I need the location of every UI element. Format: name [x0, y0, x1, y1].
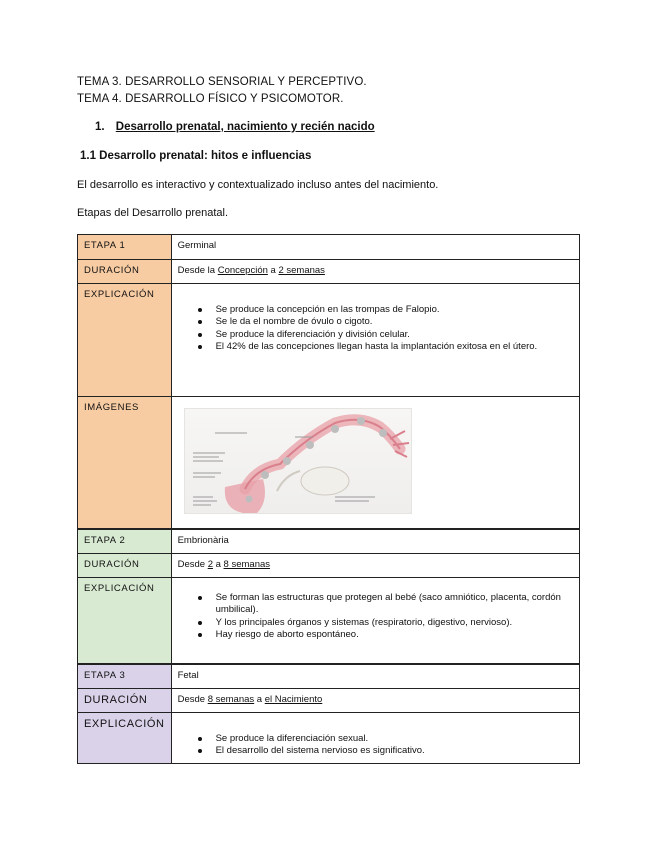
stage3-label: ETAPA 3: [78, 664, 172, 689]
fertilization-diagram-image: [184, 408, 412, 514]
stage2-duration: [171, 554, 579, 578]
list-item: Y los principales órganos y sistemas (respiratorio, digestivo, nervioso).: [196, 617, 573, 629]
list-item: El 42% de las concepciones llegan hasta la implantación exitosa en el útero.: [196, 341, 573, 353]
tema-3-heading: TEMA 3. DESARROLLO SENSORIAL Y PERCEPTIVO.: [77, 76, 367, 88]
stage2-duration-prefix: Desde: [177, 559, 208, 570]
tema-4-heading: TEMA 4. DESARROLLO FÍSICO Y PSICOMOTOR.: [77, 93, 344, 105]
section-heading: [95, 121, 375, 133]
table-row: [78, 664, 580, 689]
table-row: [78, 554, 580, 578]
table-row: [78, 689, 580, 713]
stage2-bullets: [178, 592, 573, 641]
stage1-explanation: [171, 284, 579, 397]
stage1-duration-mid: a: [267, 265, 279, 276]
stage1-duration: [171, 260, 579, 284]
stage3-name: Fetal: [171, 664, 579, 689]
table-row: [78, 578, 580, 664]
stage2-explanation: [171, 578, 579, 664]
stage1-duration-prefix: Desde la: [177, 265, 218, 276]
list-item: Se le da el nombre de óvulo o cigoto.: [196, 316, 573, 328]
eight-weeks-link[interactable]: 8 semanas: [223, 559, 271, 570]
birth-link[interactable]: el Nacimiento: [264, 694, 323, 705]
fallopian-tube-illustration: [185, 409, 413, 515]
table-row: [78, 260, 580, 284]
stage3-duration-label: DURACIÓN: [78, 689, 172, 713]
stage3-duration: [171, 689, 579, 713]
subsection-title: 1.1 Desarrollo prenatal: hitos e influencias: [80, 150, 312, 162]
table-row: [78, 529, 580, 554]
stages-table: [77, 234, 580, 764]
table-row: [78, 235, 580, 260]
two-link[interactable]: 2: [207, 559, 213, 570]
stage2-label: ETAPA 2: [78, 529, 172, 554]
table-row: [78, 713, 580, 764]
list-item: Se produce la concepción en las trompas de Falopio.: [196, 304, 573, 316]
list-item: Se produce la diferenciación y división celular.: [196, 329, 573, 341]
stage3-explanation: [171, 713, 579, 764]
stage1-name: Germinal: [171, 235, 579, 260]
images-label: IMÁGENES: [78, 397, 172, 529]
stage3-duration-mid: a: [254, 694, 265, 705]
stage2-duration-mid: a: [212, 559, 224, 570]
eight-weeks-link-2[interactable]: 8 semanas: [207, 694, 255, 705]
section-title: Desarrollo prenatal, nacimiento y recién nacido: [115, 121, 375, 133]
list-item: Se produce la diferenciación sexual.: [196, 733, 573, 745]
list-item: El desarrollo del sistema nervioso es significativo.: [196, 745, 573, 757]
stage3-duration-prefix: Desde: [177, 694, 208, 705]
section-number: 1.: [95, 121, 105, 133]
table-row: [78, 284, 580, 397]
intro-paragraph: El desarrollo es interactivo y contextualizado incluso antes del nacimiento.: [77, 179, 439, 191]
stage2-explanation-label: EXPLICACIÓN: [78, 578, 172, 664]
list-item: Hay riesgo de aborto espontáneo.: [196, 629, 573, 641]
images-cell: [171, 397, 579, 529]
stage3-bullets: [178, 733, 573, 758]
stage2-duration-label: DURACIÓN: [78, 554, 172, 578]
stage1-duration-label: DURACIÓN: [78, 260, 172, 284]
stage3-explanation-label: EXPLICACIÓN: [78, 713, 172, 764]
stage1-label: ETAPA 1: [78, 235, 172, 260]
list-item: Se forman las estructuras que protegen al bebé (saco amniótico, placenta, cordón umbilical).: [196, 592, 573, 617]
stage1-explanation-label: EXPLICACIÓN: [78, 284, 172, 397]
two-weeks-link[interactable]: 2 semanas: [278, 265, 325, 276]
stage1-bullets: [178, 304, 573, 353]
table-row: [78, 397, 580, 529]
etapas-intro: Etapas del Desarrollo prenatal.: [77, 207, 229, 219]
concepcion-link[interactable]: Concepción: [217, 265, 268, 276]
stage2-name: Embrionària: [171, 529, 579, 554]
